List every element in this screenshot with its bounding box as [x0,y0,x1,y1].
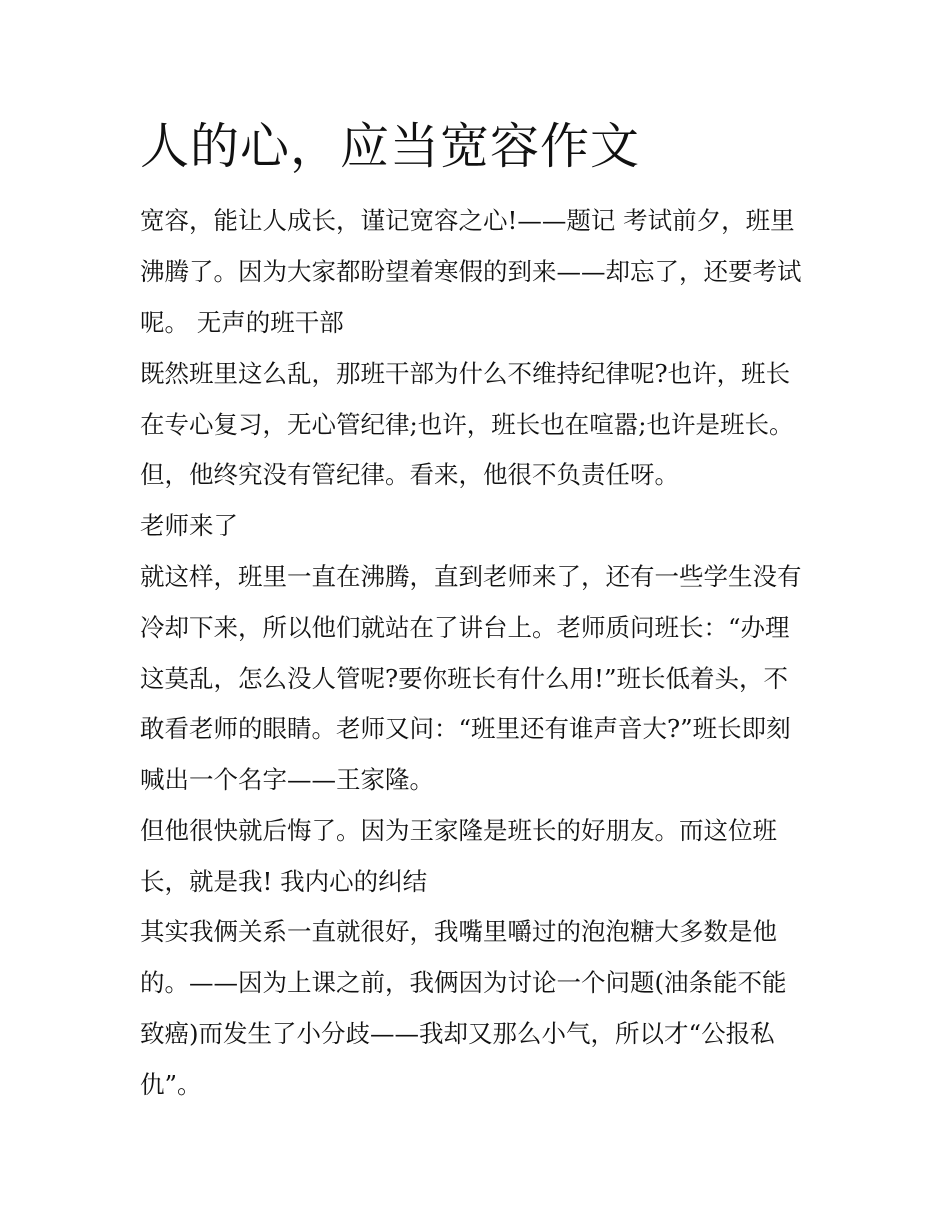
body-line-17: 致癌)而发生了小分歧——我却又那么小气，所以才“公报私 [140,1019,775,1048]
body-line-12: 喊出一个名字——王家隆。 [140,765,434,794]
body-line-8: 就这样，班里一直在沸腾，直到老师来了，还有一些学生没有 [140,562,802,591]
body-line-5: 在专心复习，无心管纪律;也许，班长也在喧嚣;也许是班长。 [140,410,794,439]
body-line-10: 这莫乱，怎么没人管呢?要你班长有什么用!”班长低着头，不 [140,664,789,693]
body-line-11: 敢看老师的眼睛。老师又问：“班里还有谁声音大?”班长即刻 [140,714,791,743]
body-line-18: 仇”。 [140,1070,202,1099]
body-line-9: 冷却下来，所以他们就站在了讲台上。老师质问班长：“办理 [140,613,790,642]
page-title: 人的心，应当宽容作文 [140,118,641,175]
body-line-15: 其实我俩关系一直就很好，我嘴里嚼过的泡泡糖大多数是他 [140,917,777,946]
body-line-16: 的。——因为上课之前，我俩因为讨论一个问题(油条能不能 [140,968,787,997]
body-line-4: 既然班里这么乱，那班干部为什么不维持纪律呢?也许，班长 [140,359,791,388]
body-line-13: 但他很快就后悔了。因为王家隆是班长的好朋友。而这位班 [140,816,777,845]
body-line-6: 但，他终究没有管纪律。看来，他很不负责任呀。 [140,460,679,489]
body-line-7: 老师来了 [140,511,238,540]
body-line-1: 宽容，能让人成长，谨记宽容之心!——题记 考试前夕，班里 [140,206,795,235]
body-line-14: 长，就是我! 我内心的纠结 [140,867,428,896]
body-line-2: 沸腾了。因为大家都盼望着寒假的到来——却忘了，还要考试 [140,257,802,286]
body-line-3: 呢。 无声的班干部 [140,308,344,337]
